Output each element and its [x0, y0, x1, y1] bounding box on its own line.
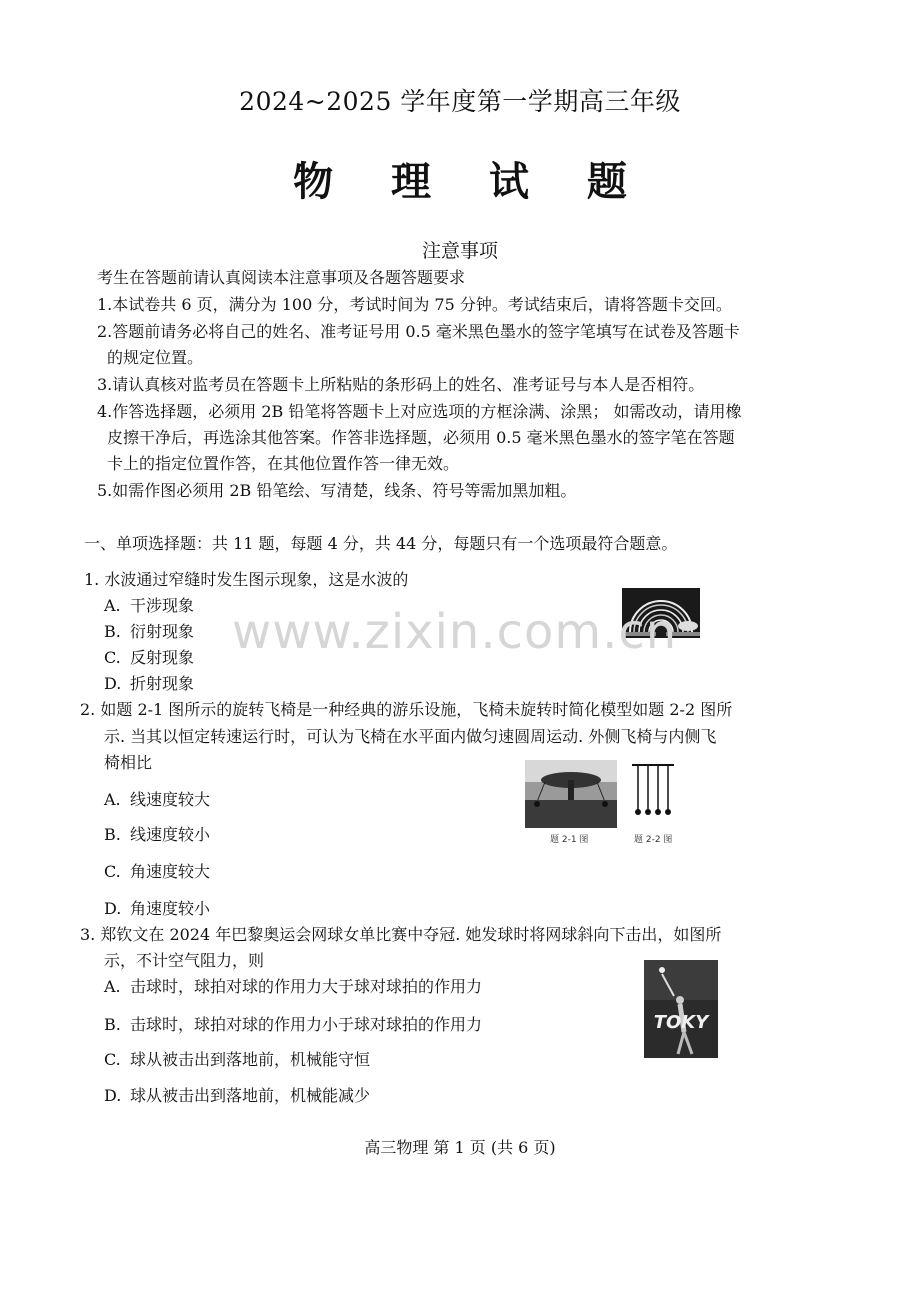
- option-text: 线速度较小: [130, 825, 211, 844]
- question-2-option-d: [104, 899, 210, 919]
- question-3-option-a: [104, 977, 482, 997]
- notice-intro: 考生在答题前请认真阅读本注意事项及各题答题要求: [97, 268, 466, 287]
- option-text: 球从被击出到落地前，机械能减少: [130, 1086, 371, 1105]
- option-letter: B.: [104, 825, 121, 844]
- question-2-stem-line-3: 椅相比: [104, 753, 153, 772]
- flying-chair-model-diagram: [628, 762, 678, 822]
- option-letter: C.: [104, 1050, 121, 1069]
- exam-header-title: 2024~2025 学年度第一学期高三年级: [239, 87, 681, 116]
- question-2-option-c: [104, 862, 210, 882]
- option-letter: A.: [104, 977, 121, 996]
- section-heading: 一、单项选择题：共 11 题，每题 4 分，共 44 分，每题只有一个选项最符合题意。: [84, 534, 678, 553]
- notice-item-4-line-3: 卡上的指定位置作答，在其他位置作答一律无效。: [107, 454, 460, 473]
- question-1-option-c: [104, 648, 194, 668]
- option-letter: A.: [104, 790, 121, 809]
- question-1-stem: 1. 水波通过窄缝时发生图示现象，这是水波的: [84, 570, 409, 589]
- option-letter: D.: [104, 1086, 122, 1105]
- question-3-option-c: [104, 1050, 370, 1070]
- flying-chair-photo: [525, 760, 617, 828]
- question-3-stem-line-2: 示，不计空气阻力，则: [104, 951, 265, 970]
- option-text: 干涉现象: [130, 596, 195, 615]
- figure-2-2-caption: 题 2-2 图: [634, 835, 673, 845]
- watermark: www.zixin.com.cn: [232, 604, 678, 660]
- option-letter: A.: [104, 596, 121, 615]
- option-text: 击球时，球拍对球的作用力大于球对球拍的作用力: [130, 977, 483, 996]
- question-1-option-a: [104, 596, 194, 616]
- subject-title: 物 理 试 题: [293, 158, 649, 205]
- option-text: 球从被击出到落地前，机械能守恒: [130, 1050, 371, 1069]
- question-3-option-d: [104, 1086, 370, 1106]
- option-letter: C.: [104, 862, 121, 881]
- option-text: 衍射现象: [130, 622, 195, 641]
- page-footer: 高三物理 第 1 页 (共 6 页): [364, 1138, 556, 1157]
- option-text: 角速度较大: [130, 862, 211, 881]
- notice-item-4-line-2: 皮擦干净后，再选涂其他答案。作答非选择题，必须用 0.5 毫米黑色墨水的签字笔在答题: [107, 428, 735, 447]
- notice-item-5: 5.如需作图必须用 2B 铅笔绘、写清楚，线条、符号等需加黑加粗。: [97, 481, 577, 500]
- notice-item-4-line-1: 4.作答选择题，必须用 2B 铅笔将答题卡上对应选项的方框涂满、涂黑； 如需改动，请用橡: [97, 402, 742, 421]
- question-2-stem-line-2: 示. 当其以恒定转速运行时，可认为飞椅在水平面内做匀速圆周运动. 外侧飞椅与内侧飞: [104, 727, 717, 746]
- question-2-option-a: [104, 790, 210, 810]
- question-2-option-b: [104, 825, 210, 845]
- option-text: 角速度较小: [130, 899, 211, 918]
- question-3-option-b: [104, 1015, 482, 1035]
- option-text: 线速度较大: [130, 790, 211, 809]
- notice-item-2-line-1: 2.答题前请务必将自己的姓名、准考证号用 0.5 毫米黑色墨水的签字笔填写在试卷及答题卡: [97, 322, 740, 341]
- option-text: 折射现象: [130, 674, 195, 693]
- notice-item-1: 1.本试卷共 6 页，满分为 100 分，考试时间为 75 分钟。考试结束后，请将答题卡交回。: [97, 295, 732, 314]
- option-letter: D.: [104, 674, 122, 693]
- question-1-option-b: [104, 622, 194, 642]
- question-2-stem-line-1: 2. 如题 2-1 图所示的旋转飞椅是一种经典的游乐设施，飞椅未旋转时简化模型如题 2-2 图所: [80, 700, 733, 719]
- option-text: 反射现象: [130, 648, 195, 667]
- option-text: 击球时，球拍对球的作用力小于球对球拍的作用力: [130, 1015, 483, 1034]
- photo-banner-text: TOKY: [653, 1012, 709, 1033]
- option-letter: B.: [104, 1015, 121, 1034]
- option-letter: D.: [104, 899, 122, 918]
- question-1-option-d: [104, 674, 194, 694]
- figure-2-1-caption: 题 2-1 图: [550, 835, 589, 845]
- option-letter: C.: [104, 648, 121, 667]
- notice-heading: 注意事项: [421, 240, 498, 262]
- notice-item-2-line-2: 的规定位置。: [107, 348, 204, 367]
- question-3-stem-line-1: 3. 郑钦文在 2024 年巴黎奥运会网球女单比赛中夺冠. 她发球时将网球斜向下击出，如图所: [80, 925, 722, 944]
- option-letter: B.: [104, 622, 121, 641]
- tennis-serve-photo: [644, 960, 718, 1058]
- notice-item-3: 3.请认真核对监考员在答题卡上所粘贴的条形码上的姓名、准考证号与本人是否相符。: [97, 375, 705, 394]
